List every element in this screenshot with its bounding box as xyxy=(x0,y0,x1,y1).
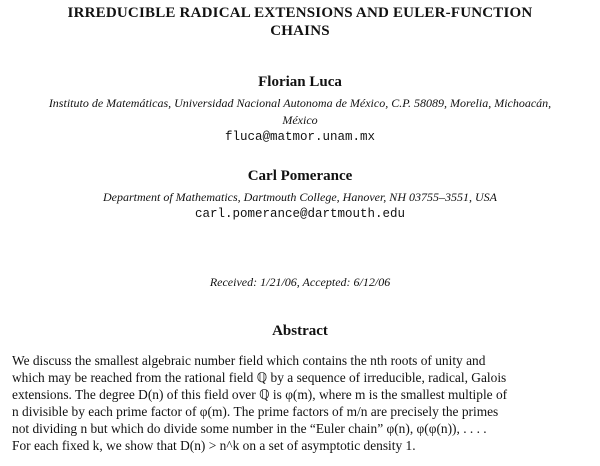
affiliation-1-line-2: México xyxy=(282,113,318,127)
abstract-line: not dividing n but which do divide some number in the “Euler chain” φ(n), φ(φ(n)), . . . . xyxy=(12,421,487,436)
author-name-2: Carl Pomerance xyxy=(247,168,353,184)
author-email-2[interactable]: carl.pomerance@dartmouth.edu xyxy=(194,207,406,221)
author-name-1: Florian Luca xyxy=(258,74,342,90)
abstract-line: n divisible by each prime factor of φ(m). The prime factors of m/n are precisely the primes xyxy=(12,404,499,419)
title-line-1: IRREDUCIBLE RADICAL EXTENSIONS AND EULER-FUNCTION xyxy=(67,5,533,21)
received-accepted-dates: Received: 1/21/06, Accepted: 6/12/06 xyxy=(209,275,391,289)
author-email-1[interactable]: fluca@matmor.unam.mx xyxy=(224,130,376,144)
author-affiliation-2: Department of Mathematics, Dartmouth College, Hanover, NH 03755–3551, USA xyxy=(103,190,497,204)
paper-title xyxy=(0,4,600,40)
author-affiliation-1 xyxy=(0,95,600,129)
abstract-line: extensions. The degree D(n) of this field over ℚ is φ(m), where m is the smallest multiple of xyxy=(12,387,508,402)
abstract-line: We discuss the smallest algebraic number field which contains the nth roots of unity and xyxy=(12,353,486,368)
abstract-line: which may be reached from the rational field ℚ by a sequence of irreducible, radical, Galois xyxy=(12,370,507,385)
title-line-2: CHAINS xyxy=(270,23,330,39)
abstract-body xyxy=(12,352,592,454)
abstract-line: For each fixed k, we show that D(n) > n^k on a set of asymptotic density 1. xyxy=(12,438,416,453)
abstract-heading: Abstract xyxy=(272,323,328,339)
affiliation-1-line-1: Instituto de Matemáticas, Universidad Nacional Autonoma de México, C.P. 58089, Morelia, Michoacán, xyxy=(48,96,552,110)
